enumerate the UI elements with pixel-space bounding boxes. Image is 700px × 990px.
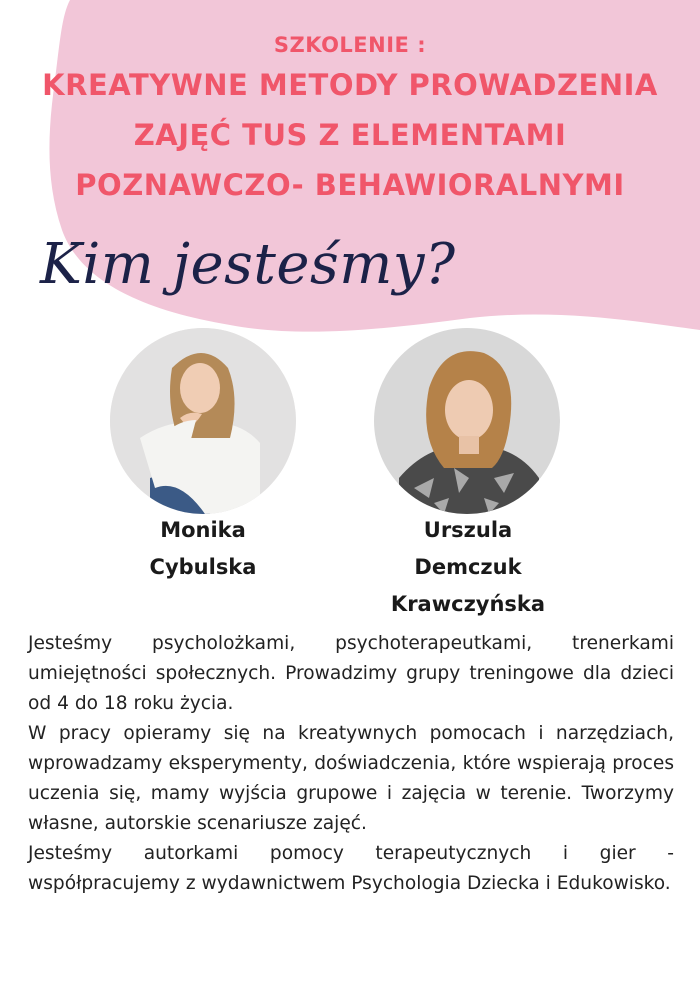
person-last-name-2: Krawczyńska (390, 592, 546, 616)
avatar-urszula (374, 328, 560, 514)
paragraph: W pracy opieramy się na kreatywnych pomocach i narzędziach, wprowadzamy eksperymenty, doświadczenia, które wspierają proces uczenia się, mamy wyjścia grupowe i zajęcia w terenie. Tworzymy własne, autorskie scenariusze zajęć. (28, 723, 674, 834)
section-title: Kim jesteśmy? (40, 232, 456, 297)
paragraph: Jesteśmy autorkami pomocy terapeutycznych i gier - współpracujemy z wydawnictwem Psychologia Dziecka i Edukowisko. (28, 843, 674, 894)
avatar-monika (110, 328, 296, 514)
training-header (0, 30, 700, 210)
person-name-monika (103, 512, 303, 586)
training-label: SZKOLENIE : (273, 33, 427, 57)
training-title-line-2: ZAJĘĆ TUS Z ELEMENTAMI (133, 118, 567, 152)
person-last-name: Demczuk (414, 555, 522, 579)
person-name-urszula (358, 512, 578, 623)
person-last-name: Cybulska (149, 555, 257, 579)
paragraph: Jesteśmy psycholożkami, psychoterapeutkami, trenerkami umiejętności społecznych. Prowadzimy grupy treningowe dla dzieci od 4 do 18 roku życia. (28, 633, 674, 714)
training-title-line-1: KREATYWNE METODY PROWADZENIA (42, 68, 658, 102)
person-first-name: Monika (160, 518, 246, 542)
training-title-line-3: POZNAWCZO- BEHAWIORALNYMI (75, 168, 625, 202)
person-first-name: Urszula (423, 518, 513, 542)
description (28, 629, 674, 899)
